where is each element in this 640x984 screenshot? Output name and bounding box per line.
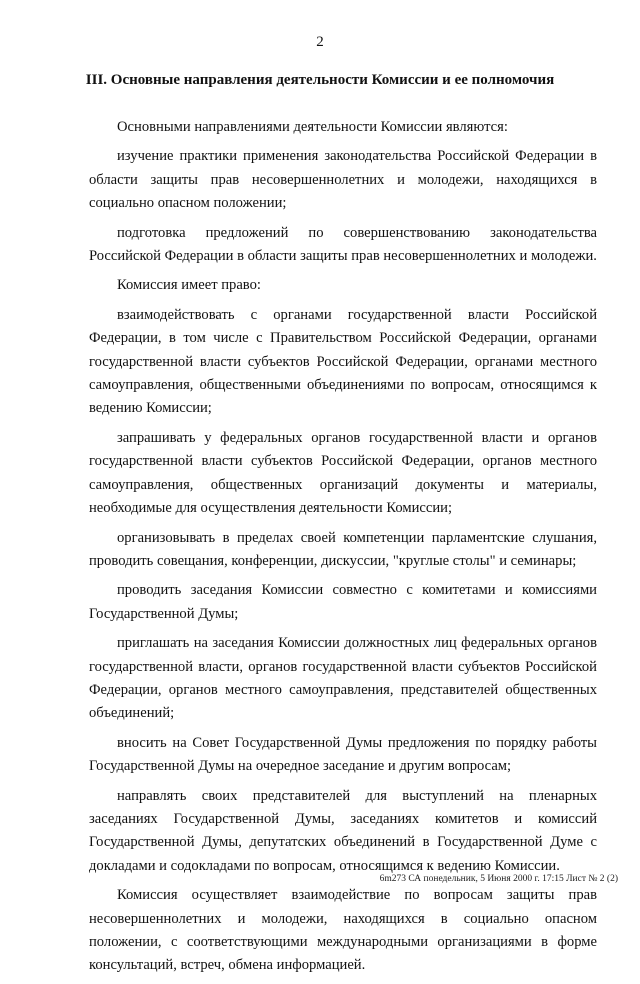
paragraph: взаимодействовать с органами государственной власти Российской Федерации, в том числе с Правительством Российской Федерации, органами государственной власти субъектов Российской Федерации, органами местного самоуправления, общественными объединениями по вопросам, относящимся к ведению Комиссии;	[89, 306, 597, 417]
paragraph: подготовка предложений по совершенствованию законодательства Российской Федерации в области защиты прав несовершеннолетних и молодежи.	[89, 224, 597, 265]
paragraph: изучение практики применения законодательства Российской Федерации в области защиты прав несовершеннолетних и молодежи, находящихся в социально опасном положении;	[89, 148, 597, 212]
body-text	[89, 116, 597, 984]
paragraph: направлять своих представителей для выступлений на пленарных заседаниях Государственной Думы, заседаниях комитетов и комиссий Государственной Думы, депутатских объединений в Государственной Думе с докладами и содокладами по вопросам, относящимся к ведению Комиссии.	[89, 787, 597, 874]
paragraph: Комиссия осуществляет взаимодействие по вопросам защиты прав несовершеннолетних и молодежи, находящихся в социально опасном положении, с соответствующими международными организациями в форме консультаций, встреч, обмена информацией.	[89, 887, 597, 974]
page-number: 2	[316, 34, 324, 50]
section-heading: III. Основные направления деятельности Комиссии и ее полномочия	[85, 72, 555, 88]
paragraph-directions-intro: Основными направлениями деятельности Комиссии являются:	[117, 119, 508, 135]
document-footer: 6m273 СА понедельник, 5 Июня 2000 г. 17:15 Лист № 2 (2)	[379, 874, 618, 884]
paragraph: приглашать на заседания Комиссии должностных лиц федеральных органов государственной власти, органов государственной власти субъектов Российской Федерации, органов местного самоуправления, представителей общественных объединений;	[89, 635, 597, 722]
paragraph: вносить на Совет Государственной Думы предложения по порядку работы Государственной Думы на очередное заседание и другим вопросам;	[89, 734, 597, 775]
paragraph-rights-intro: Комиссия имеет право:	[117, 277, 261, 294]
paragraph: проводить заседания Комиссии совместно с комитетами и комиссиями Государственной Думы;	[89, 582, 597, 622]
paragraph: организовывать в пределах своей компетенции парламентские слушания, проводить совещания, конференции, дискуссии, "круглые столы" и семинары;	[89, 529, 597, 569]
paragraph: запрашивать у федеральных органов государственной власти и органов государственной власти субъектов Российской Федерации, органов местного самоуправления, общественных организаций документы и материалы, необходимые для осуществления деятельности Комиссии;	[89, 429, 597, 517]
